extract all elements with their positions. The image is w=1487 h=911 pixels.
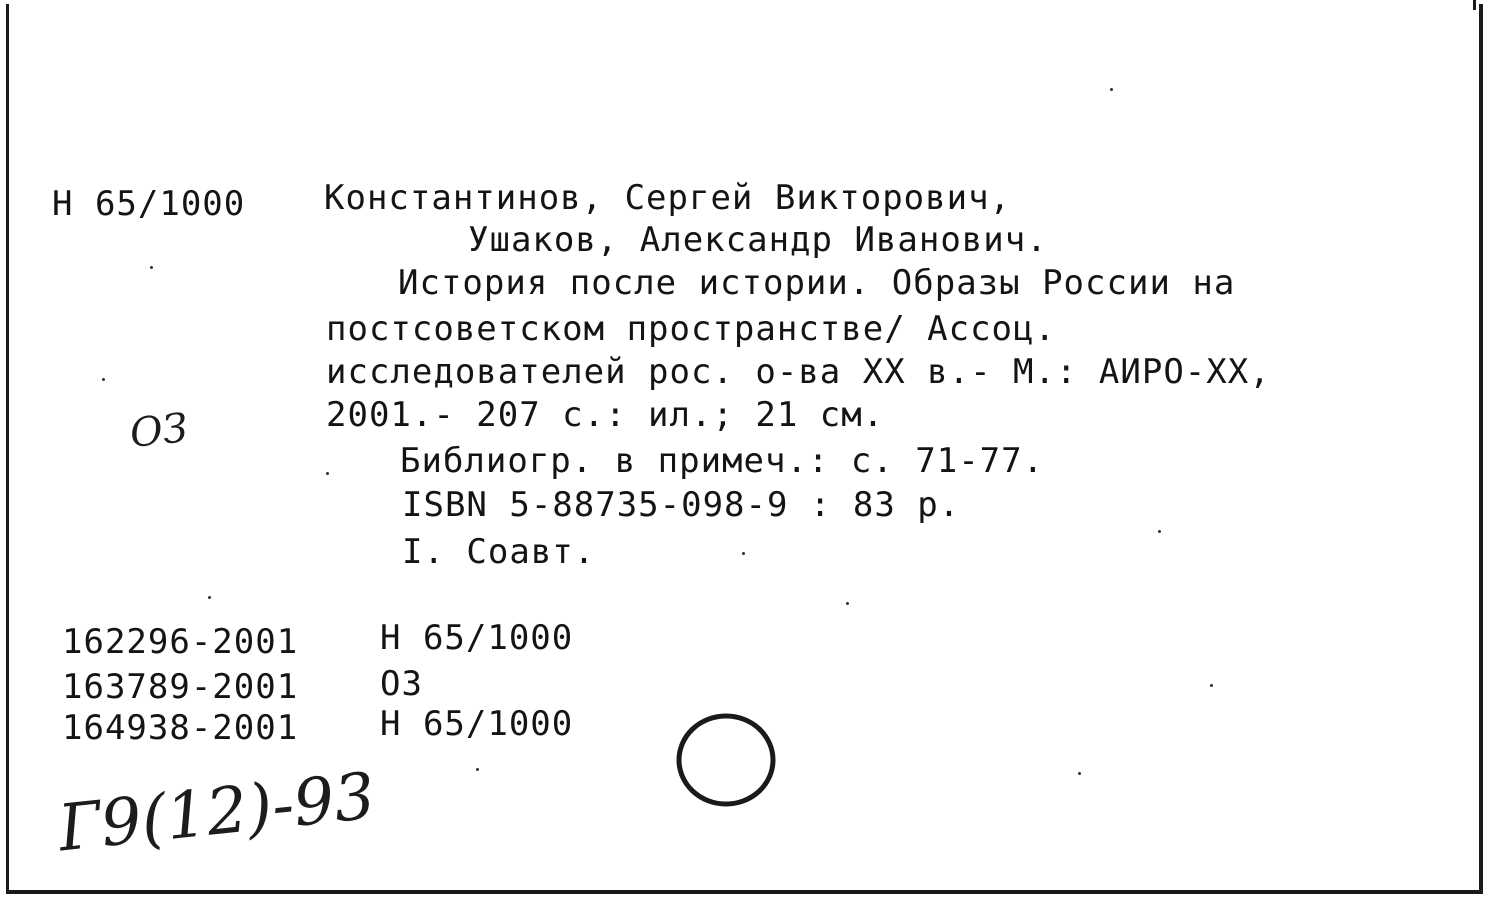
scan-speck [326, 472, 329, 475]
holding-location-3: Н 65/1000 [380, 704, 574, 744]
handwritten-mark-left: ОЗ [127, 405, 190, 457]
holding-accession-3: 164938-2001 [62, 708, 299, 748]
isbn-note: ISBN 5-88735-098-9 : 83 р. [402, 485, 961, 525]
shelf-mark: Н 65/1000 [52, 184, 246, 224]
holding-location-2: ОЗ [380, 664, 423, 704]
scan-speck [476, 768, 479, 771]
holding-location-1: Н 65/1000 [380, 618, 574, 658]
bibliography-note: Библиогр. в примеч.: с. 71-77. [400, 441, 1045, 481]
title-line-1: История после истории. Образы России на [398, 263, 1236, 303]
scan-speck [846, 602, 849, 605]
stamp-circle [670, 706, 782, 810]
handwritten-code: Г9(12)-93 [55, 759, 379, 867]
title-line-2: постсоветском пространстве/ Ассоц. [326, 309, 1056, 349]
author-line: Константинов, Сергей Викторович, [324, 178, 1012, 218]
scan-speck [1110, 88, 1113, 91]
coauthor-line: Ушаков, Александр Иванович. [468, 220, 1048, 260]
scan-speck [742, 552, 745, 555]
card-edge-mark [1467, 0, 1476, 10]
scan-speck [1078, 772, 1081, 775]
holding-accession-1: 162296-2001 [62, 622, 299, 662]
scan-speck [102, 378, 105, 381]
title-line-3: исследователей рос. о-ва XX в.- М.: АИРО-XX, [326, 352, 1271, 392]
scan-speck [1158, 530, 1161, 533]
tracing-note: I. Соавт. [402, 532, 596, 572]
scan-speck [150, 266, 153, 269]
scan-speck [1210, 684, 1213, 687]
holding-accession-2: 163789-2001 [62, 667, 299, 707]
title-line-4: 2001.- 207 с.: ил.; 21 см. [326, 395, 885, 435]
scan-speck [208, 596, 211, 599]
